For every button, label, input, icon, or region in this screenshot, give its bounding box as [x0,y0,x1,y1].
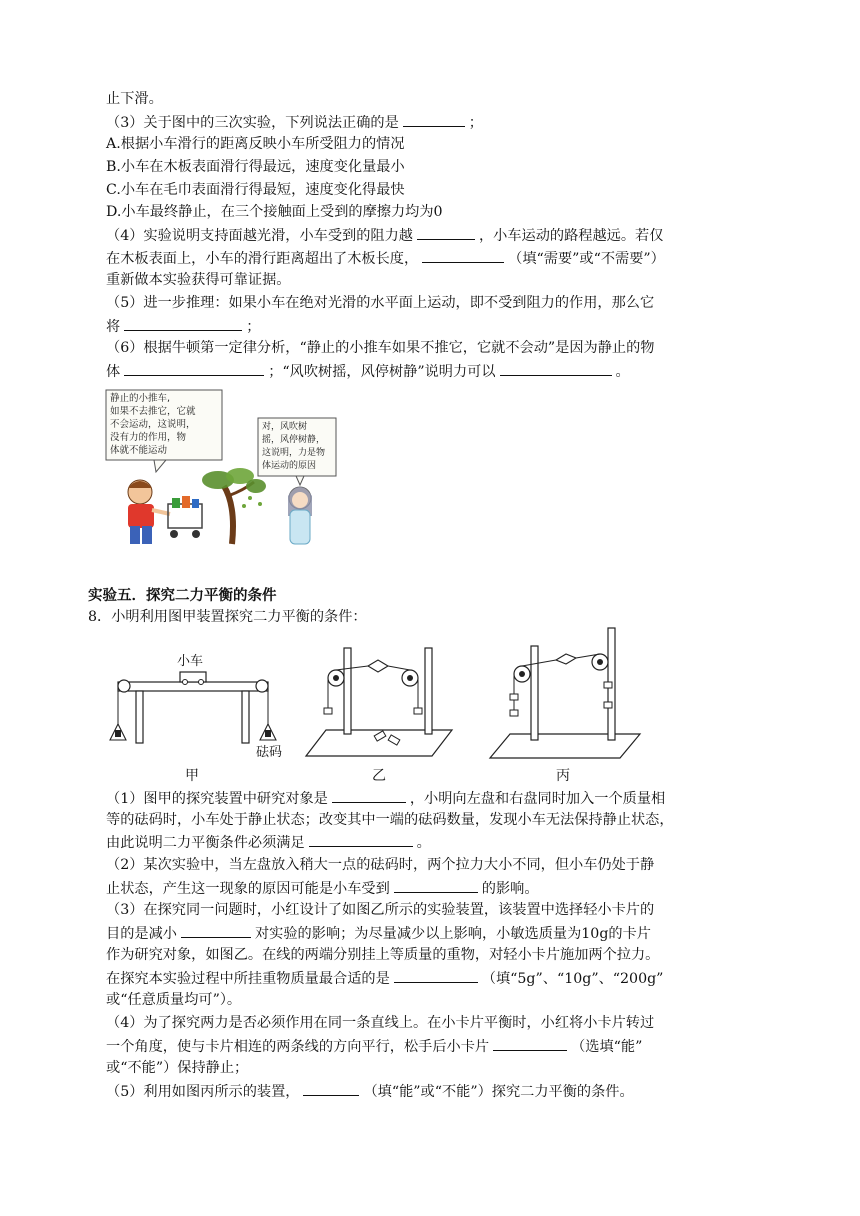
sub-question-3-cont: 作为研究对象，如图乙。在线的两端分别挂上等质量的重物，对轻小卡片施加两个拉力。 [106,947,660,963]
experiment-figures [100,626,660,786]
sub-question-4-cont: 或“不能”）保持静止； [106,1060,249,1076]
bubble-text: 没有力的作用，物 [110,432,187,443]
answer-blank[interactable] [500,361,612,376]
speech-bubble-right [258,418,336,485]
sub-question-1-cont: 等的砝码时，小车处于静止状态；改变其中一端的砝码数量，发现小车无法保持静止状态， [106,812,674,828]
sub-question-2-cont: 止状态，产生这一现象的原因可能是小车受到 的影响。 [106,878,539,899]
bubble-text: 这说明，力是物 [262,448,326,458]
sub-question-3-cont: 在探究本实验过程中所挂重物质量最合适的是 （填“5g”、“10g”、“200g” [106,968,663,989]
option-c: C.小车在毛巾表面滑行得最短，速度变化得最快 [106,182,405,198]
answer-blank[interactable] [303,1081,359,1096]
bubble-text: 如果不去推它，它就 [110,406,196,417]
figure-yi [306,648,452,756]
section-title: 实验五．探究二力平衡的条件 [88,588,277,604]
girl-figure [288,487,312,544]
answer-blank[interactable] [493,1036,567,1051]
bubble-text: 对，风吹树 [262,422,308,432]
bubble-text: 不会运动，这说明， [110,419,196,430]
answer-blank[interactable] [394,968,478,983]
answer-blank[interactable] [124,316,242,331]
answer-blank[interactable] [124,361,264,376]
answer-blank[interactable] [309,832,413,847]
sub-question-3: （3）在探究同一问题时，小红设计了如图乙所示的实验装置，该装置中选择轻小卡片的 [106,902,655,918]
question-5-cont: 将 ； [106,316,260,337]
speech-bubble-left [106,390,222,472]
sub-question-5: （5）利用如图丙所示的装置， （填“能”或“不能”）探究二力平衡的条件。 [106,1081,634,1102]
answer-blank[interactable] [181,923,251,938]
answer-blank[interactable] [394,878,478,893]
figure-bing [490,628,640,758]
bubble-text: 体就不能运动 [110,445,168,456]
answer-blank[interactable] [332,788,406,803]
sub-question-1-cont: 由此说明二力平衡条件必须满足 。 [106,832,431,853]
option-b: B.小车在木板表面滑行得最远，速度变化量最小 [106,159,405,175]
weight-label: 砝码 [256,745,283,760]
text-line: 止下滑。 [106,91,163,107]
question-3: （3）关于图中的三次实验，下列说法正确的是 ； [106,112,483,133]
bubble-text: 静止的小推车, [110,393,171,404]
sub-question-3-cont: 目的是减小 对实验的影响；为尽量减少以上影响，小敏选质量为10g的卡片 [106,923,651,944]
question-6-cont: 体 ；“风吹树摇，风停树静”说明力可以 。 [106,361,630,382]
option-a: A.根据小车滑行的距离反映小车所受阻力的情况 [106,136,405,152]
caption-bing: 丙 [556,768,570,784]
figure-jia [110,654,282,760]
cartoon-illustration [104,386,362,548]
bubble-text: 体运动的原因 [262,461,317,471]
question-4-cont: 重新做本实验获得可靠证据。 [106,272,291,288]
answer-blank[interactable] [422,248,504,263]
caption-yi: 乙 [372,768,386,784]
question-4-cont: 在木板表面上，小车的滑行距离超出了木板长度， （填“需要”或“不需要”） [106,248,665,269]
caption-jia: 甲 [185,768,199,784]
question-5: （5）进一步推理：如果小车在绝对光滑的水平面上运动，即不受到阻力的作用，那么它 [106,295,655,311]
option-d: D.小车最终静止，在三个接触面上受到的摩擦力均为0 [106,204,443,220]
sub-question-4: （4）为了探究两力是否必须作用在同一条直线上。在小卡片平衡时，小红将小卡片转过 [106,1015,655,1031]
question-8: 8．小明利用图甲装置探究二力平衡的条件： [88,609,367,625]
question-4: （4）实验说明支持面越光滑，小车受到的阻力越 ，小车运动的路程越远。若仅 [106,225,663,246]
answer-blank[interactable] [403,112,465,127]
answer-blank[interactable] [417,225,475,240]
bubble-text: 摇，风停树静， [262,435,326,445]
sub-question-4-cont: 一个角度，使与卡片相连的两条线的方向平行，松手后小卡片 （选填“能” [106,1036,642,1057]
sub-question-3-cont: 或“任意质量均可”）。 [106,992,242,1008]
cart-label: 小车 [177,654,204,669]
sub-question-1: （1）图甲的探究装置中研究对象是 ，小明向左盘和右盘同时加入一个质量相 [106,788,665,809]
sub-question-2: （2）某次实验中，当左盘放入稍大一点的砝码时，两个拉力大小不同，但小车仍处于静 [106,857,655,873]
question-6: （6）根据牛顿第一定律分析，“静止的小推车如果不推它，它就不会动”是因为静止的物 [106,340,655,356]
